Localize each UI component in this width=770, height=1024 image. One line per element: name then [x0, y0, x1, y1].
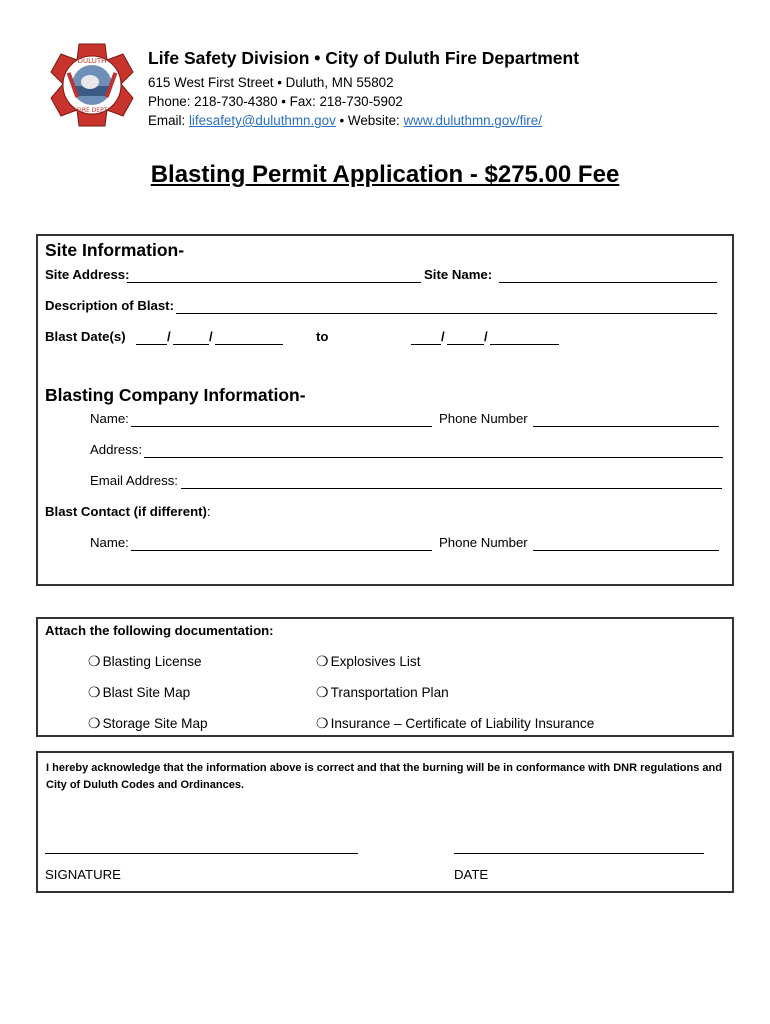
checkbox-icon[interactable]: ❍	[88, 684, 101, 700]
start-day-field[interactable]	[173, 344, 209, 345]
contact-name-label: Name:	[90, 535, 129, 550]
checkbox-icon[interactable]: ❍	[316, 715, 329, 731]
start-month-field[interactable]	[136, 344, 167, 345]
contact-separator: •	[335, 113, 348, 128]
company-email-label: Email Address:	[90, 473, 178, 488]
description-field[interactable]	[176, 313, 717, 314]
doc-item-label: Explosives List	[330, 654, 421, 669]
site-address-label: Site Address:	[45, 267, 130, 282]
doc-item-transportation-plan[interactable]	[316, 684, 449, 701]
checkbox-icon[interactable]: ❍	[316, 684, 329, 700]
email-label: Email:	[148, 113, 189, 128]
signature-field[interactable]	[45, 853, 358, 854]
blast-contact-colon: :	[206, 504, 211, 519]
company-name-label: Name:	[90, 411, 129, 426]
doc-item-blast-site-map[interactable]	[88, 684, 190, 701]
site-name-label: Site Name:	[424, 267, 493, 282]
site-company-section	[36, 234, 734, 586]
contact-name-field[interactable]	[131, 550, 432, 551]
page-title: Blasting Permit Application - $275.00 Fee	[150, 161, 620, 188]
site-name-field[interactable]	[499, 282, 717, 283]
acknowledgement-text: I hereby acknowledge that the information above is correct and that the burning will be in conformance with DNR regulations and City of Duluth Codes and Ordinances.	[46, 762, 722, 791]
website-label: Website:	[347, 113, 404, 128]
date-slash: /	[167, 329, 171, 344]
doc-item-explosives-list[interactable]	[316, 653, 420, 670]
blast-contact-label-line	[45, 504, 211, 519]
doc-item-storage-site-map[interactable]	[88, 715, 208, 732]
doc-item-label: Blast Site Map	[102, 685, 191, 700]
logo-top-text: DULUTH	[77, 57, 107, 65]
address-line: 615 West First Street • Duluth, MN 55802	[148, 75, 394, 90]
company-address-label: Address:	[90, 442, 143, 457]
company-address-field[interactable]	[144, 457, 723, 458]
start-year-field[interactable]	[215, 344, 283, 345]
documentation-heading: Attach the following documentation:	[45, 623, 274, 638]
checkbox-icon[interactable]: ❍	[88, 653, 101, 669]
to-label: to	[316, 329, 329, 344]
logo-bottom-text: FIRE DEPT	[76, 107, 108, 114]
doc-item-label: Transportation Plan	[330, 685, 449, 700]
contact-line	[148, 113, 579, 128]
signature-label: SIGNATURE	[45, 867, 121, 882]
end-day-field[interactable]	[447, 344, 484, 345]
company-information-heading: Blasting Company Information-	[45, 385, 306, 405]
site-address-field[interactable]	[127, 282, 421, 283]
checkbox-icon[interactable]: ❍	[88, 715, 101, 731]
organization-line: Life Safety Division • City of Duluth Fire Department	[148, 48, 580, 68]
doc-item-label: Blasting License	[102, 654, 202, 669]
phone-fax-line: Phone: 218-730-4380 • Fax: 218-730-5902	[148, 94, 403, 109]
company-phone-field[interactable]	[533, 426, 719, 427]
end-month-field[interactable]	[411, 344, 441, 345]
site-information-heading: Site Information-	[45, 240, 185, 260]
contact-phone-label: Phone Number	[439, 535, 528, 550]
date-slash: /	[484, 329, 488, 344]
date-slash: /	[209, 329, 213, 344]
website-link[interactable]: www.duluthmn.gov/fire/	[403, 113, 542, 128]
letterhead	[148, 48, 579, 128]
date-slash: /	[441, 329, 445, 344]
contact-phone-field[interactable]	[533, 550, 719, 551]
email-link[interactable]: lifesafety@duluthmn.gov	[188, 113, 336, 128]
fire-department-seal-logo	[49, 42, 135, 128]
checkbox-icon[interactable]: ❍	[316, 653, 329, 669]
company-phone-label: Phone Number	[439, 411, 528, 426]
company-name-field[interactable]	[131, 426, 432, 427]
blast-dates-label: Blast Date(s)	[45, 329, 126, 344]
company-email-field[interactable]	[181, 488, 722, 489]
blast-contact-label: Blast Contact (if different)	[45, 504, 207, 519]
doc-item-blasting-license[interactable]	[88, 653, 202, 670]
doc-item-label: Insurance – Certificate of Liability Insurance	[330, 716, 595, 731]
end-year-field[interactable]	[490, 344, 559, 345]
doc-item-label: Storage Site Map	[102, 716, 208, 731]
date-label: DATE	[454, 867, 489, 882]
date-field[interactable]	[454, 853, 704, 854]
doc-item-insurance-certificate[interactable]	[316, 715, 594, 732]
description-label: Description of Blast:	[45, 298, 174, 313]
